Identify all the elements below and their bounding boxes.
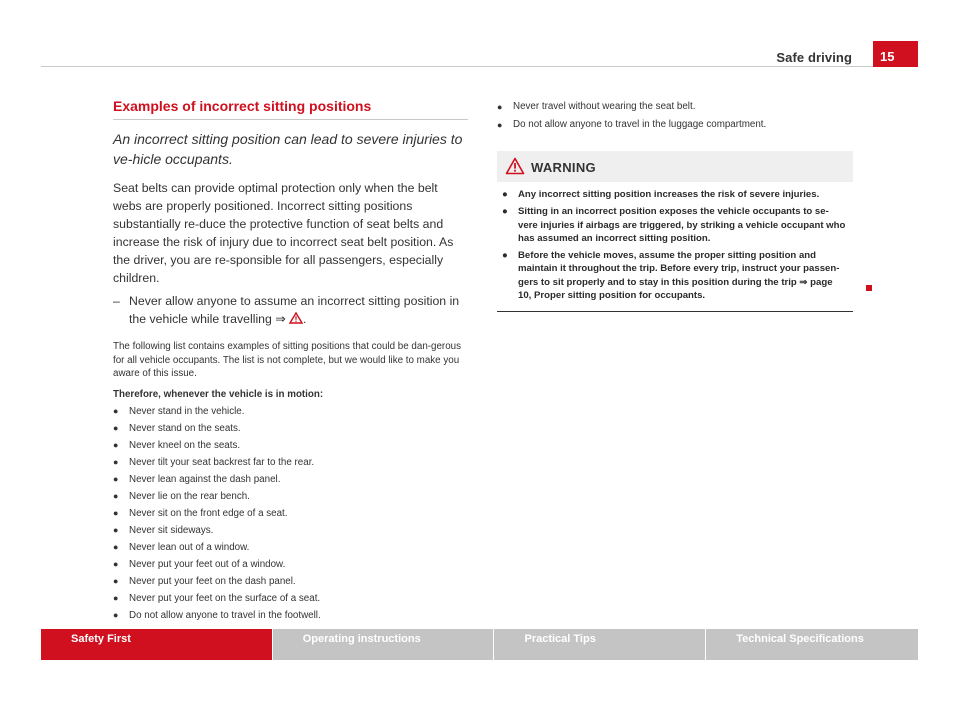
list-item-text: Never sit sideways.: [129, 524, 214, 536]
bullet-marker: ●: [497, 120, 503, 130]
list-item: [113, 607, 468, 624]
incorrect-positions-list: [113, 403, 468, 624]
list-item: [113, 522, 468, 539]
page-number: 15: [873, 41, 918, 67]
list-item: [113, 454, 468, 471]
dash-marker: –: [113, 294, 120, 308]
tab-operating-instructions[interactable]: Operating instructions: [273, 629, 494, 660]
tab-technical-specifications[interactable]: Technical Specifications: [706, 629, 918, 660]
warning-body: [497, 182, 853, 312]
bullet-marker: ●: [113, 507, 119, 518]
warning-point-text: Sitting in an incorrect position exposes the vehicle occupants to se-vere injuries if airbags are triggered, by striking a vehicle occupant who has assumed an incorrect sitting position.: [518, 206, 846, 244]
warning-point: [502, 249, 848, 302]
list-item: [113, 471, 468, 488]
bullet-marker: ●: [497, 102, 503, 112]
warning-point: [502, 188, 848, 201]
bullet-marker: ●: [113, 422, 119, 433]
bullet-marker: ●: [113, 439, 119, 450]
warning-reference-icon[interactable]: [289, 311, 303, 329]
bullet-marker: ●: [113, 524, 119, 535]
running-header-title: Safe driving: [776, 50, 852, 65]
warning-point: [502, 205, 848, 245]
bullet-marker: ●: [113, 541, 119, 552]
bullet-marker: ●: [113, 609, 119, 620]
list-item-text: Never put your feet on the surface of a seat.: [129, 592, 321, 604]
bullet-marker: ●: [113, 405, 119, 416]
list-item-text: Do not allow anyone to travel in the footwell.: [129, 609, 321, 621]
warning-point-text: Any incorrect sitting position increases the risk of severe injuries.: [518, 189, 820, 200]
list-item-text: Never sit on the front edge of a seat.: [129, 507, 288, 519]
list-item-text: Never travel without wearing the seat belt.: [513, 101, 696, 112]
warning-point-text[interactable]: Before the vehicle moves, assume the proper sitting position and maintain it throughout the trip. Before every trip, instruct your passen-gers to sit properly and to stay in this position during the trip ⇒ page 10, Proper sitting position for occupants.: [518, 250, 840, 302]
list-item: [113, 420, 468, 437]
list-item-text: Never lie on the rear bench.: [129, 490, 250, 502]
right-column: [497, 98, 853, 312]
tab-practical-tips[interactable]: Practical Tips: [494, 629, 705, 660]
instruction-end: .: [303, 312, 307, 326]
note-text: The following list contains examples of sitting positions that could be dan-gerous for all vehicle occupants. The list is not complete, but we would like to make you aware of this issue.: [113, 341, 461, 379]
warning-box: [497, 151, 853, 312]
header-rule: [41, 66, 918, 67]
list-item-text: Never stand on the seats.: [129, 422, 241, 434]
bullet-marker: ●: [502, 206, 508, 218]
list-item-text: Never lean against the dash panel.: [129, 473, 281, 485]
list-item: [113, 590, 468, 607]
intro-text: An incorrect sitting position can lead to severe injuries to ve-hicle occupants.: [113, 131, 463, 167]
list-item: [497, 116, 853, 134]
warning-triangle-icon: [505, 157, 525, 175]
list-item: [113, 403, 468, 420]
list-item: [113, 539, 468, 556]
bullet-marker: ●: [113, 473, 119, 484]
bullet-marker: ●: [113, 490, 119, 501]
list-item: [113, 556, 468, 573]
list-item-text: Never lean out of a window.: [129, 541, 250, 553]
list-item: [113, 573, 468, 590]
left-column: [113, 98, 468, 624]
warning-header: [497, 151, 853, 182]
warning-label: WARNING: [531, 160, 596, 175]
additional-positions-list: [497, 98, 853, 134]
bullet-marker: ●: [113, 575, 119, 586]
bullet-marker: ●: [113, 456, 119, 467]
list-item-text: Never kneel on the seats.: [129, 439, 241, 451]
bullet-marker: ●: [502, 250, 508, 262]
list-item: [113, 505, 468, 522]
instruction-text: Never allow anyone to assume an incorrect sitting position in the vehicle while travelling ⇒: [129, 294, 460, 326]
list-heading: Therefore, whenever the vehicle is in motion:: [113, 388, 324, 400]
tab-safety-first[interactable]: Safety First: [41, 629, 272, 660]
list-item-text: Do not allow anyone to travel in the luggage compartment.: [513, 119, 767, 130]
body-paragraph: Seat belts can provide optimal protection only when the belt webs are properly positioned. Incorrect sitting positions substantially re-duce the protective function of seat belts and increase the risk of injury due to incorrect seat belt position. As the driver, you are re-sponsible for all passengers, especially children.: [113, 181, 454, 285]
list-item: [113, 437, 468, 454]
list-item: [497, 98, 853, 116]
list-item-text: Never tilt your seat backrest far to the rear.: [129, 456, 315, 468]
bullet-marker: ●: [502, 189, 508, 200]
list-item-text: Never stand in the vehicle.: [129, 405, 245, 417]
instruction-item: [113, 292, 468, 329]
section-end-marker: [866, 285, 872, 291]
list-item-text: Never put your feet on the dash panel.: [129, 575, 296, 587]
list-item: [113, 488, 468, 505]
section-title: Examples of incorrect sitting positions: [113, 98, 468, 120]
bullet-marker: ●: [113, 558, 119, 569]
bullet-marker: ●: [113, 592, 119, 603]
footer-tabs: [41, 629, 918, 660]
list-item-text: Never put your feet out of a window.: [129, 558, 286, 570]
